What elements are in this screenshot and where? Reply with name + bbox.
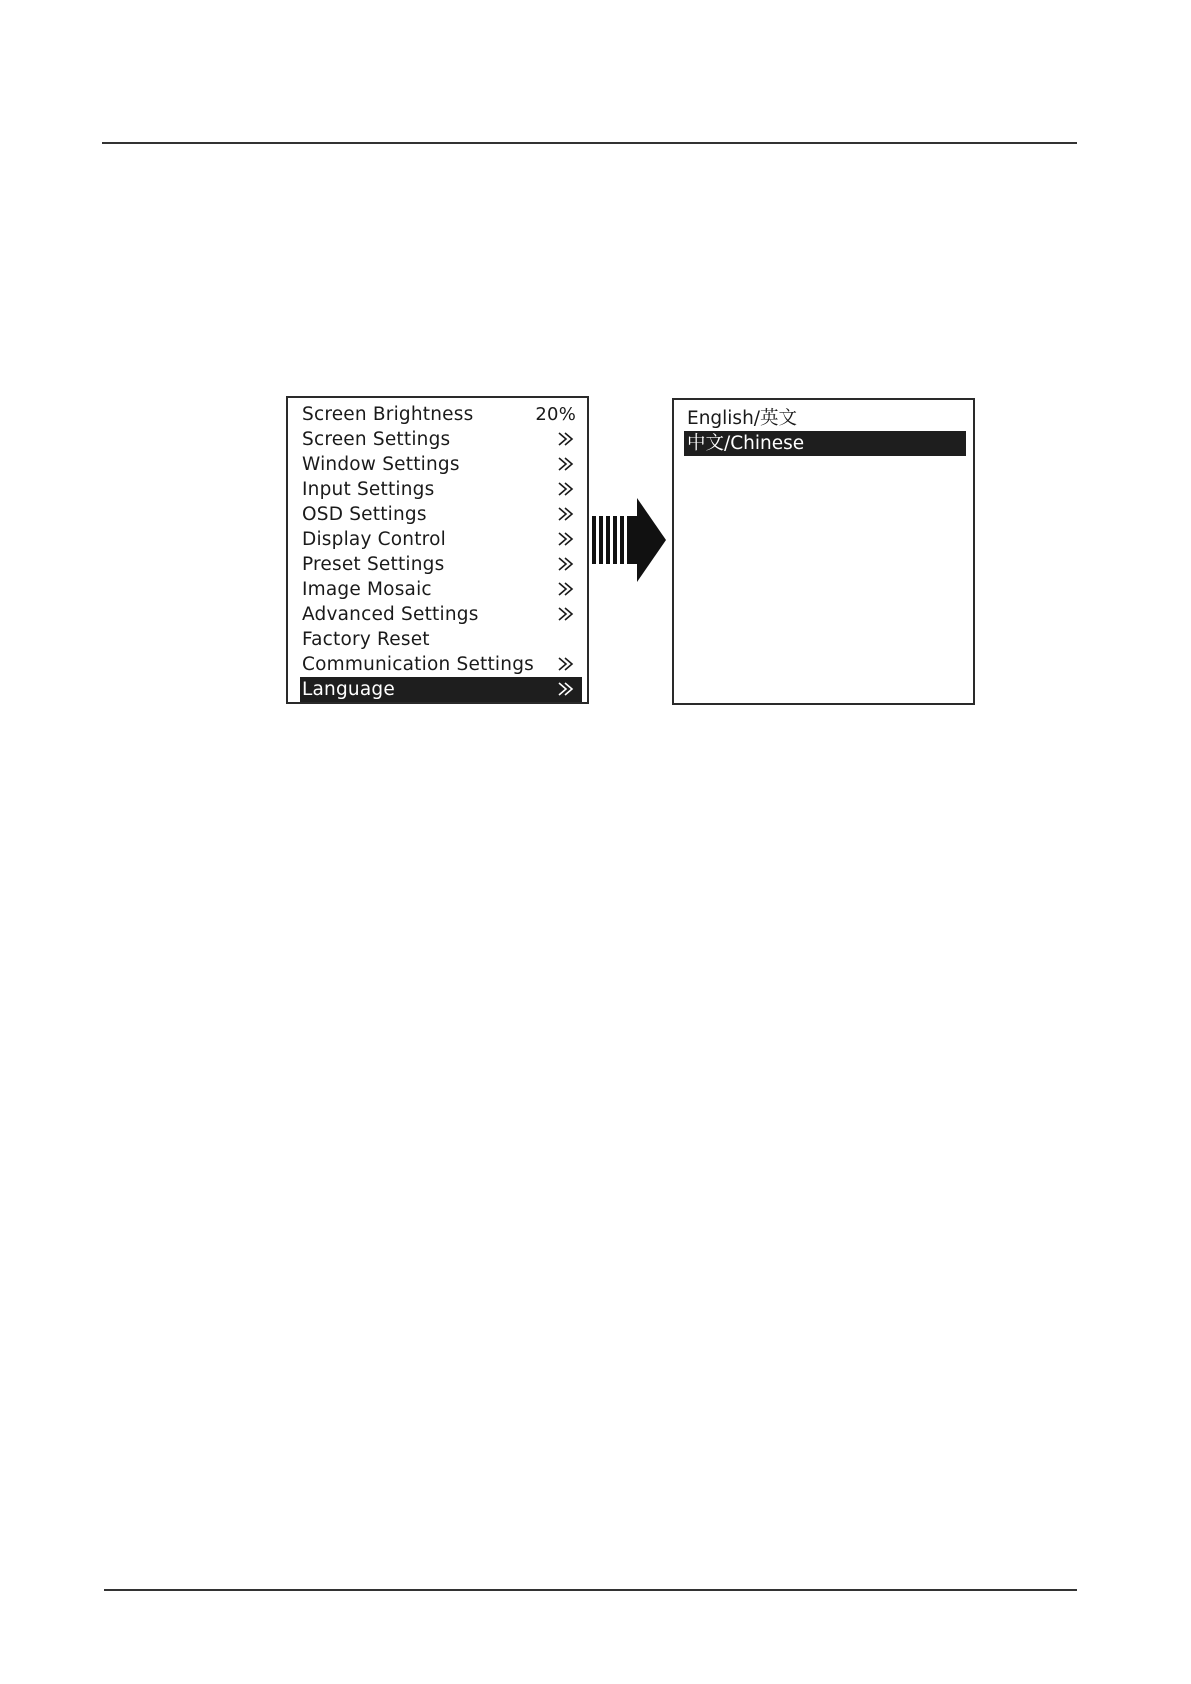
menu-item-label: Language	[302, 679, 395, 700]
double-chevron-right-icon	[556, 528, 576, 550]
double-chevron-right-icon	[556, 428, 576, 450]
double-chevron-right-icon	[556, 678, 576, 700]
menu-item-communication-settings[interactable]	[300, 652, 582, 677]
menu-item-label: Display Control	[302, 529, 446, 550]
double-chevron-right-icon	[556, 653, 576, 675]
double-chevron-right-icon	[556, 553, 576, 575]
menu-item-label: Preset Settings	[302, 554, 445, 575]
double-chevron-right-icon	[556, 478, 576, 500]
double-chevron-right-icon	[556, 578, 576, 600]
main-menu-list	[300, 402, 582, 702]
menu-item-window-settings[interactable]	[300, 452, 582, 477]
menu-item-label: OSD Settings	[302, 504, 427, 525]
menu-item-input-settings[interactable]	[300, 477, 582, 502]
menu-item-label: Advanced Settings	[302, 604, 479, 625]
menu-item-display-control[interactable]	[300, 527, 582, 552]
menu-item-factory-reset[interactable]	[300, 627, 582, 652]
brightness-value: 20%	[535, 404, 576, 425]
menu-item-label: Communication Settings	[302, 654, 534, 675]
language-option-english[interactable]: English/英文	[687, 408, 798, 429]
menu-item-osd-settings[interactable]	[300, 502, 582, 527]
menu-item-advanced-settings[interactable]	[300, 602, 582, 627]
menu-item-screen-brightness[interactable]	[300, 402, 582, 427]
header-rule	[102, 142, 1077, 144]
menu-item-language[interactable]	[300, 677, 582, 702]
menu-item-label: Input Settings	[302, 479, 435, 500]
language-option-chinese[interactable]: 中文/Chinese	[684, 431, 966, 456]
menu-item-screen-settings[interactable]	[300, 427, 582, 452]
language-menu-list	[684, 406, 966, 456]
menu-item-label: Screen Settings	[302, 429, 451, 450]
menu-item-label: Window Settings	[302, 454, 460, 475]
menu-item-label: Factory Reset	[302, 629, 430, 650]
menu-item-preset-settings[interactable]	[300, 552, 582, 577]
language-menu-panel	[672, 398, 975, 705]
footer-rule	[104, 1589, 1077, 1591]
menu-item-image-mosaic[interactable]	[300, 577, 582, 602]
menu-item-label: Image Mosaic	[302, 579, 432, 600]
menu-item-label: Screen Brightness	[302, 404, 474, 425]
main-menu-panel	[286, 396, 589, 704]
double-chevron-right-icon	[556, 603, 576, 625]
double-chevron-right-icon	[556, 453, 576, 475]
right-arrow-icon	[592, 498, 668, 582]
double-chevron-right-icon	[556, 503, 576, 525]
